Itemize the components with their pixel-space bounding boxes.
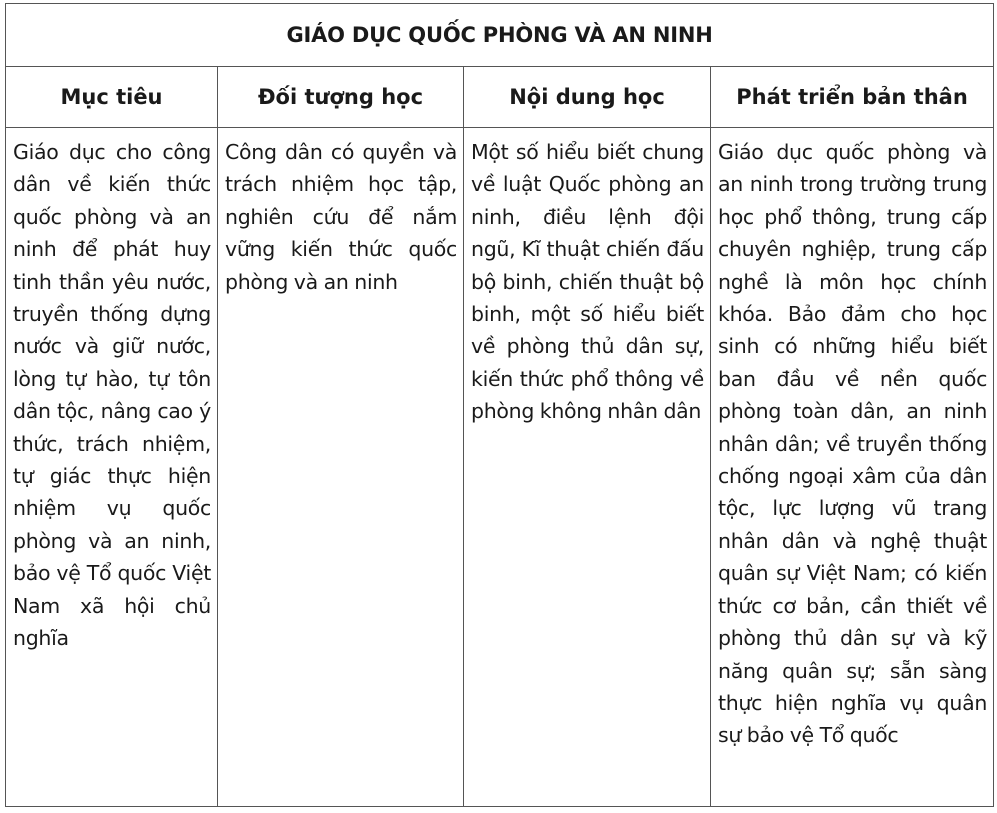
cell-objective: Giáo dục cho công dân về kiến thức quốc phòng và an ninh để phát huy tinh thần yêu nước, truyền thống dựng nước và giữ nước, lòng tự hào, tự tôn dân tộc, nâng cao ý thức, trách nhiệm, tự giác thực hiện nhiệm vụ quốc phòng và an ninh, bảo vệ Tổ quốc Việt Nam xã hội chủ nghĩa [6,128,218,807]
title-row [6,4,994,67]
table-row [6,128,994,807]
cell-learners: Công dân có quyền và trách nhiệm học tập, nghiên cứu để nắm vững kiến thức quốc phòng và an ninh [218,128,464,807]
cell-self-development: Giáo dục quốc phòng và an ninh trong trường trung học phổ thông, trung cấp chuyên nghiệp, trung cấp nghề là môn học chính khóa. Bảo đảm cho học sinh có những hiểu biết ban đầu về nền quốc phòng toàn dân, an ninh nhân dân; về truyền thống chống ngoại xâm của dân tộc, lực lượng vũ trang nhân dân và nghệ thuật quân sự Việt Nam; có kiến thức cơ bản, cần thiết về phòng thủ dân sự và kỹ năng quân sự; sẵn sàng thực hiện nghĩa vụ quân sự bảo vệ Tổ quốc [711,128,994,807]
header-content: Nội dung học [464,67,711,128]
header-row [6,67,994,128]
header-learners: Đối tượng học [218,67,464,128]
header-self-development: Phát triển bản thân [711,67,994,128]
table-title: GIÁO DỤC QUỐC PHÒNG VÀ AN NINH [6,4,994,67]
header-objective: Mục tiêu [6,67,218,128]
defense-education-table [5,3,994,807]
cell-content: Một số hiểu biết chung về luật Quốc phòng an ninh, điều lệnh đội ngũ, Kĩ thuật chiến đấu bộ binh, chiến thuật bộ binh, một số hiểu biết về phòng thủ dân sự, kiến thức phổ thông về phòng không nhân dân [464,128,711,807]
document-sheet [5,3,993,807]
